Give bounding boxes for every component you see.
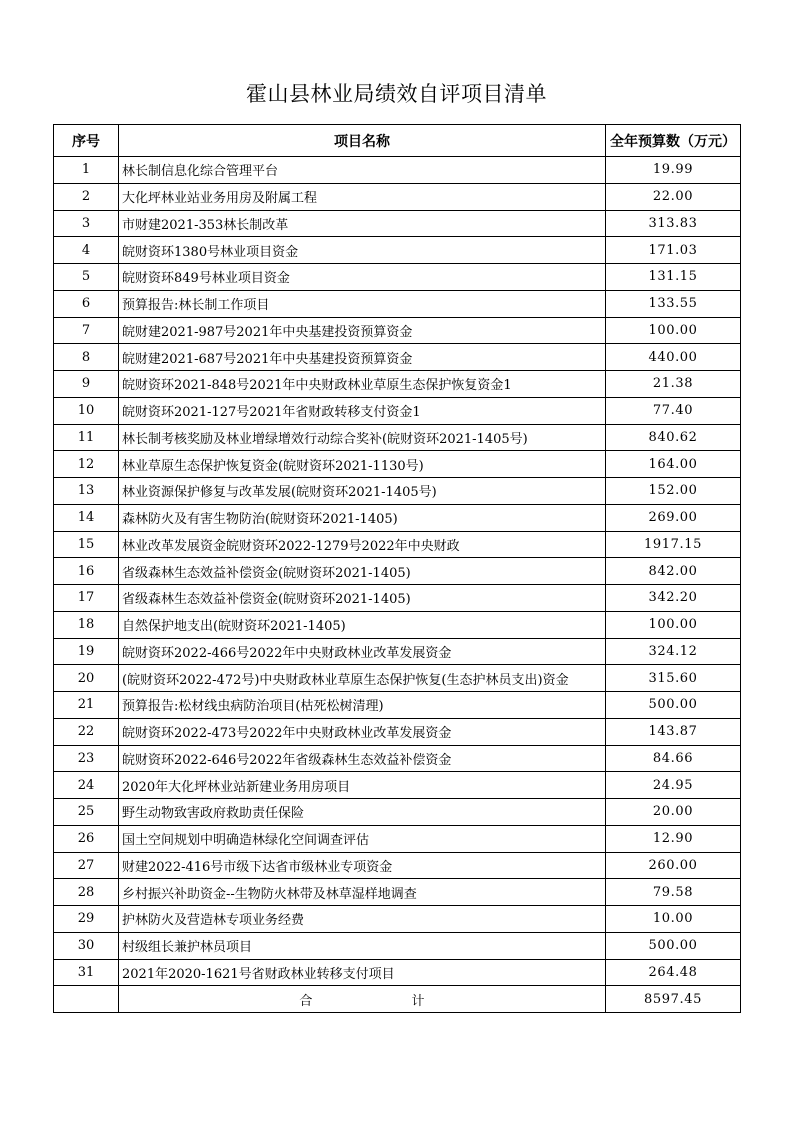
table-row [54,504,740,531]
table-row [54,691,740,718]
table-row [54,317,740,344]
row-name: 皖财资环2021-848号2021年中央财政林业草原生态保护恢复资金1 [119,371,606,397]
row-index: 27 [54,853,119,879]
row-index: 16 [54,558,119,584]
row-name: 皖财资环2022-466号2022年中央财政林业改革发展资金 [119,639,606,665]
row-name: 财建2022-416号市级下达省市级林业专项资金 [119,853,606,879]
row-budget: 21.38 [652,376,694,392]
row-budget: 440.00 [648,349,698,365]
row-budget: 152.00 [648,483,698,499]
row-name: 皖财资环849号林业项目资金 [119,264,606,290]
row-name: 皖财资环1380号林业项目资金 [119,237,606,263]
row-budget: 842.00 [648,563,698,579]
header-budget: 全年预算数（万元） [610,133,736,150]
row-name: 国土空间规划中明确造林绿化空间调查评估 [119,826,606,852]
row-name: (皖财资环2022-472号)中央财政林业草原生态保护恢复(生态护林员支出)资金 [119,665,606,691]
row-name: 预算报告:林长制工作项目 [119,291,606,317]
row-budget: 22.00 [652,189,694,205]
row-name: 皖财建2021-687号2021年中央基建投资预算资金 [119,344,606,370]
table-row [54,183,740,210]
table-row [54,290,740,317]
table-row [54,611,740,638]
table-row [54,825,740,852]
row-budget: 313.83 [648,215,698,231]
row-name: 野生动物致害政府救助责任保险 [119,799,606,825]
table-row [54,852,740,879]
row-index: 14 [54,505,119,531]
row-index: 5 [54,264,119,290]
row-name: 林业资源保护修复与改革发展(皖财资环2021-1405号) [119,478,606,504]
row-index: 31 [54,960,119,986]
row-index: 19 [54,639,119,665]
table-row [54,932,740,959]
row-index: 18 [54,612,119,638]
row-name: 皖财资环2021-127号2021年省财政转移支付资金1 [119,398,606,424]
table-row [54,905,740,932]
row-index: 2 [54,184,119,210]
row-name: 2021年2020-1621号省财政林业转移支付项目 [119,960,606,986]
row-budget: 100.00 [648,322,698,338]
table-row [54,263,740,290]
row-budget: 24.95 [652,777,694,793]
total-budget: 8597.45 [644,991,702,1007]
row-name: 护林防火及营造林专项业务经费 [119,906,606,932]
table-row [54,343,740,370]
row-budget: 264.48 [648,964,698,980]
row-index: 6 [54,291,119,317]
row-index: 30 [54,933,119,959]
row-name: 省级森林生态效益补偿资金(皖财资环2021-1405) [119,585,606,611]
row-budget: 10.00 [652,911,694,927]
table-row [54,210,740,237]
table-header-row [54,125,740,156]
table-row [54,477,740,504]
table-row [54,236,740,263]
table-body [54,156,740,985]
table-row [54,450,740,477]
row-name: 大化坪林业站业务用房及附属工程 [119,184,606,210]
row-index: 22 [54,719,119,745]
row-budget: 79.58 [652,884,694,900]
table-row [54,397,740,424]
table-row [54,664,740,691]
table-total-row [54,985,740,1012]
row-index: 17 [54,585,119,611]
row-budget: 500.00 [648,697,698,713]
row-budget: 260.00 [648,857,698,873]
row-budget: 269.00 [648,510,698,526]
table-row [54,424,740,451]
row-budget: 1917.15 [644,536,702,552]
row-name: 林长制考核奖励及林业增绿增效行动综合奖补(皖财资环2021-1405号) [119,425,606,451]
page-title: 霍山县林业局绩效自评项目清单 [246,82,547,106]
row-budget: 131.15 [648,269,698,285]
row-name: 自然保护地支出(皖财资环2021-1405) [119,612,606,638]
table-row [54,959,740,986]
row-budget: 315.60 [648,670,698,686]
row-index: 10 [54,398,119,424]
row-budget: 77.40 [652,403,694,419]
row-budget: 164.00 [648,456,698,472]
row-index: 20 [54,665,119,691]
row-budget: 12.90 [652,831,694,847]
row-name: 2020年大化坪林业站新建业务用房项目 [119,772,606,798]
table-row [54,557,740,584]
row-name: 乡村振兴补助资金--生物防火林带及林草湿样地调查 [119,879,606,905]
row-name: 皖财资环2022-473号2022年中央财政林业改革发展资金 [119,719,606,745]
header-name: 项目名称 [119,125,606,156]
total-label: 合 计 [119,986,606,1012]
row-name: 皖财建2021-987号2021年中央基建投资预算资金 [119,318,606,344]
table-row [54,745,740,772]
header-index: 序号 [54,125,119,156]
row-index: 25 [54,799,119,825]
row-budget: 143.87 [648,724,698,740]
table-row [54,718,740,745]
row-name: 市财建2021-353林长制改革 [119,211,606,237]
row-budget: 171.03 [648,242,698,258]
row-index: 1 [54,157,119,183]
table-row [54,878,740,905]
row-budget: 133.55 [648,296,698,312]
row-budget: 20.00 [652,804,694,820]
table-row [54,584,740,611]
row-name: 村级组长兼护林员项目 [119,933,606,959]
row-index: 11 [54,425,119,451]
row-index: 23 [54,746,119,772]
row-name: 林长制信息化综合管理平台 [119,157,606,183]
table-row [54,638,740,665]
row-index: 29 [54,906,119,932]
row-index: 9 [54,371,119,397]
table-row [54,370,740,397]
total-index [54,986,119,1012]
row-index: 8 [54,344,119,370]
row-name: 林业草原生态保护恢复资金(皖财资环2021-1130号) [119,451,606,477]
row-index: 4 [54,237,119,263]
row-budget: 100.00 [648,617,698,633]
row-name: 森林防火及有害生物防治(皖财资环2021-1405) [119,505,606,531]
table-row [54,156,740,183]
project-table [53,124,741,1013]
row-index: 26 [54,826,119,852]
row-index: 15 [54,532,119,558]
row-budget: 840.62 [648,429,698,445]
row-budget: 84.66 [652,750,694,766]
row-index: 24 [54,772,119,798]
row-index: 13 [54,478,119,504]
row-index: 12 [54,451,119,477]
row-budget: 19.99 [652,162,694,178]
row-index: 21 [54,692,119,718]
row-name: 林业改革发展资金皖财资环2022-1279号2022年中央财政 [119,532,606,558]
row-index: 7 [54,318,119,344]
table-row [54,798,740,825]
table-row [54,771,740,798]
row-name: 省级森林生态效益补偿资金(皖财资环2021-1405) [119,558,606,584]
row-name: 预算报告:松材线虫病防治项目(枯死松树清理) [119,692,606,718]
row-budget: 500.00 [648,938,698,954]
row-budget: 324.12 [648,643,698,659]
row-budget: 342.20 [648,590,698,606]
row-index: 28 [54,879,119,905]
table-row [54,531,740,558]
row-index: 3 [54,211,119,237]
row-name: 皖财资环2022-646号2022年省级森林生态效益补偿资金 [119,746,606,772]
